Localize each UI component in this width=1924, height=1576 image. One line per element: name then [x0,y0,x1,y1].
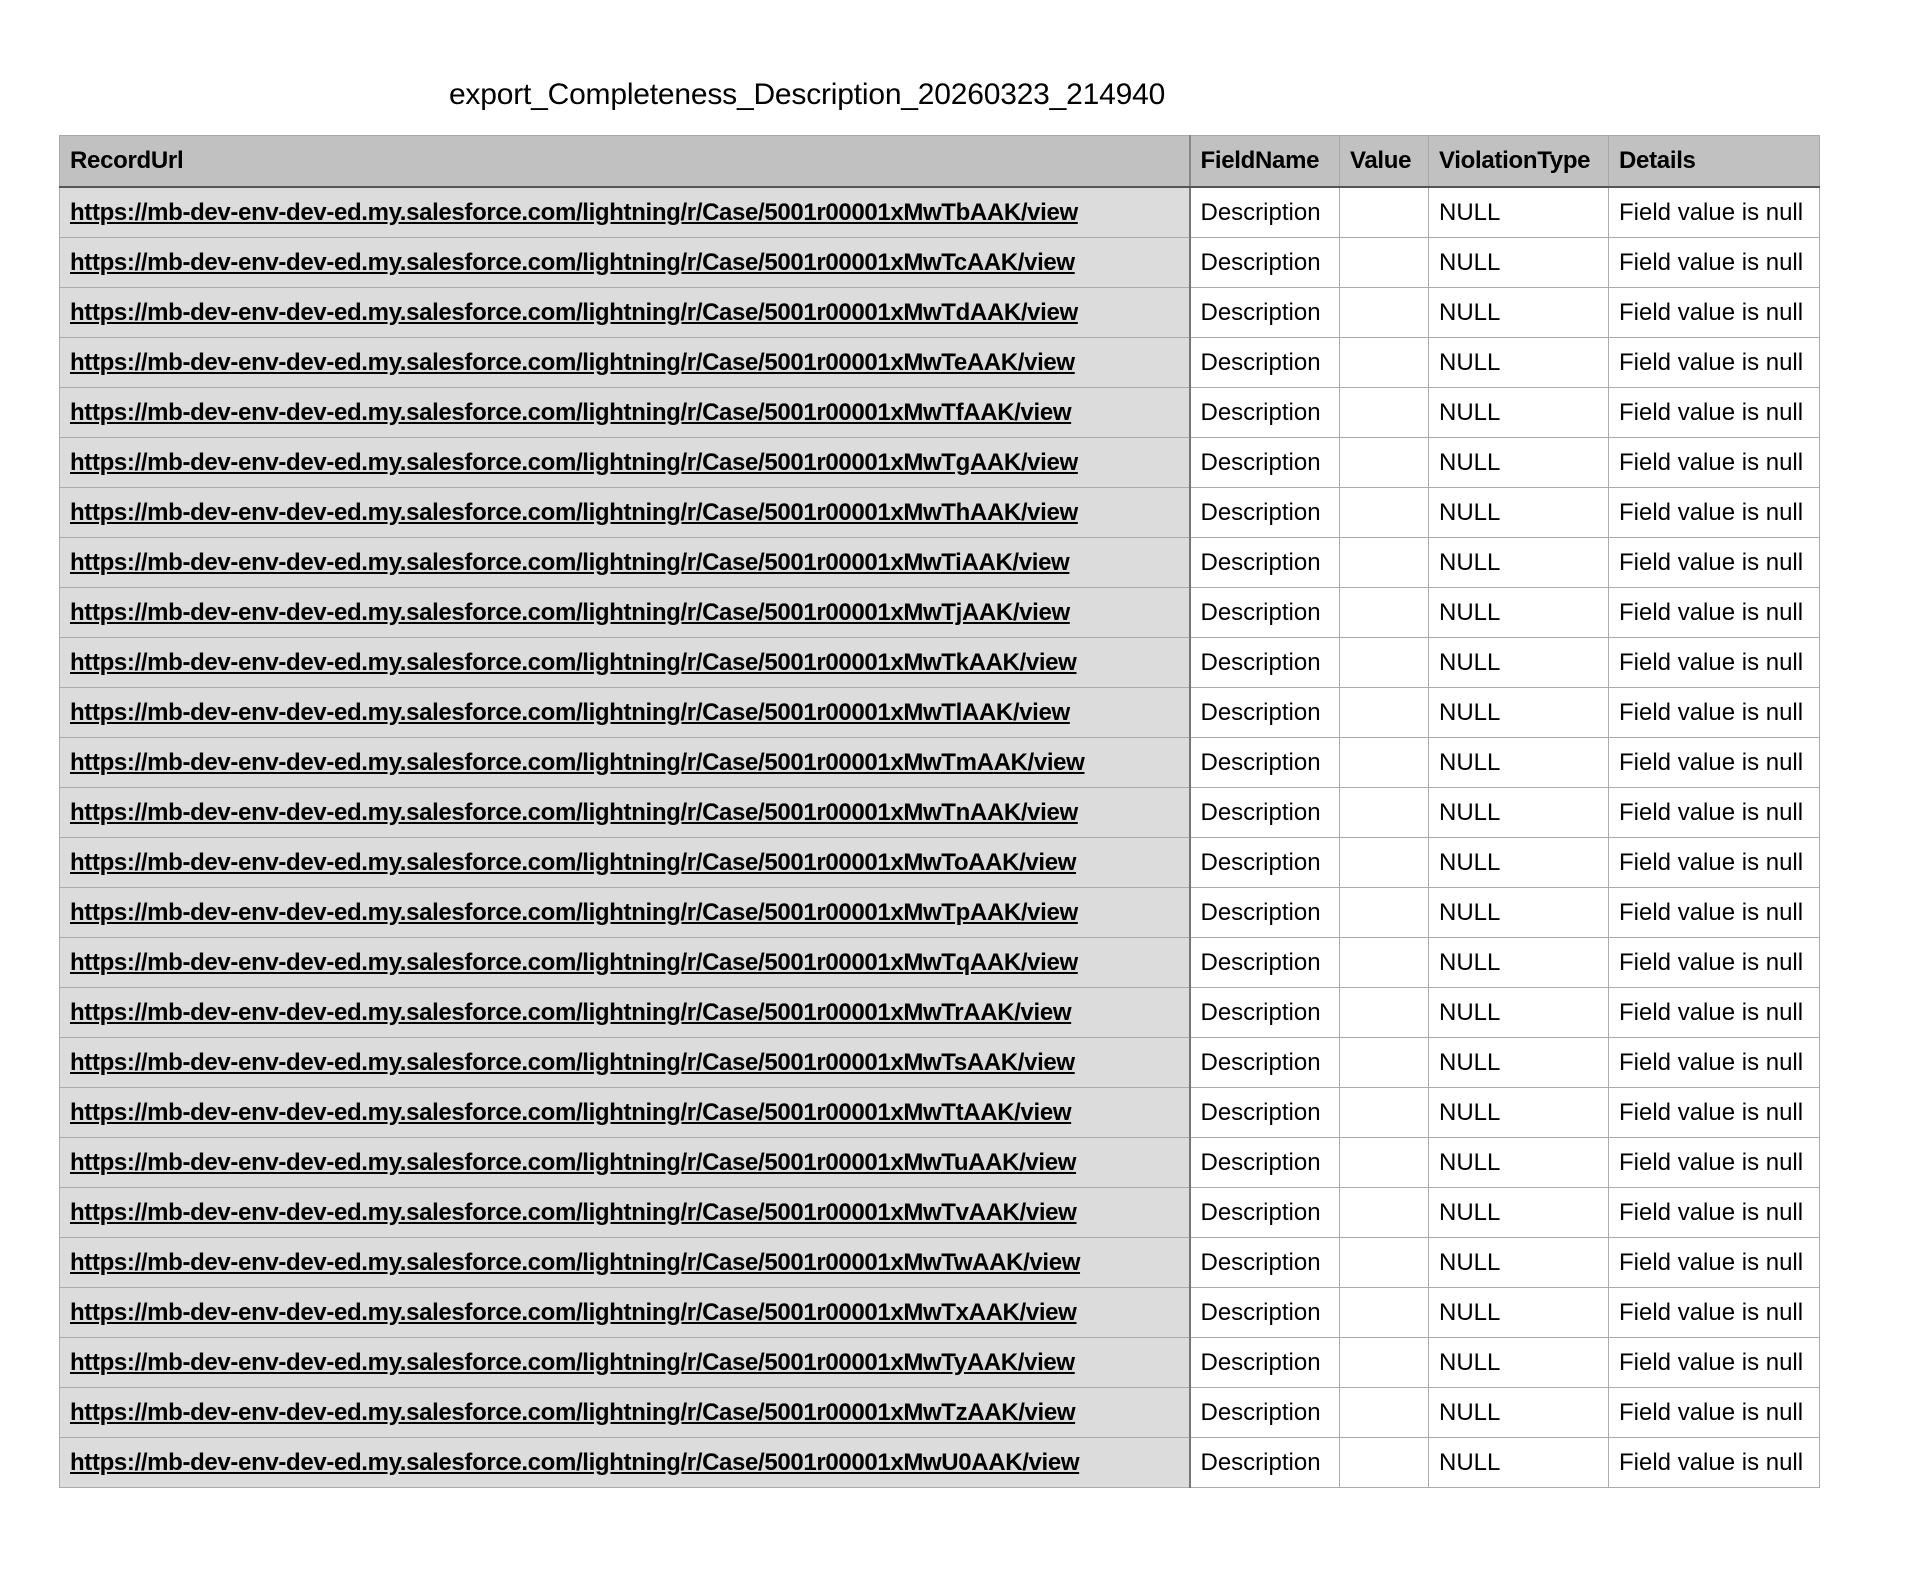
table-row [60,838,1820,888]
violation-type-cell: NULL [1429,1338,1609,1388]
field-name-cell: Description [1190,938,1340,988]
violation-type-cell: NULL [1429,538,1609,588]
record-url-link[interactable]: https://mb-dev-env-dev-ed.my.salesforce.com/lightning/r/Case/5001r00001xMwTuAAK/view [70,1148,1077,1176]
record-url-link[interactable]: https://mb-dev-env-dev-ed.my.salesforce.com/lightning/r/Case/5001r00001xMwTsAAK/view [70,1048,1075,1076]
value-cell [1340,438,1429,488]
violation-type-cell: NULL [1429,1038,1609,1088]
violation-type-cell: NULL [1429,1188,1609,1238]
violation-type-cell: NULL [1429,1238,1609,1288]
table-row [60,988,1820,1038]
table-row [60,1438,1820,1488]
details-cell: Field value is null [1609,1288,1820,1338]
record-url-cell [60,738,1190,788]
record-url-cell [60,788,1190,838]
field-name-cell: Description [1190,238,1340,288]
record-url-cell [60,1238,1190,1288]
table-row [60,1088,1820,1138]
details-cell: Field value is null [1609,1188,1820,1238]
table-row [60,1338,1820,1388]
record-url-link[interactable]: https://mb-dev-env-dev-ed.my.salesforce.com/lightning/r/Case/5001r00001xMwTmAAK/view [70,748,1085,776]
field-name-cell: Description [1190,288,1340,338]
record-url-cell [60,588,1190,638]
record-url-cell [60,1338,1190,1388]
table-row [60,288,1820,338]
record-url-cell [60,888,1190,938]
table-row [60,688,1820,738]
record-url-cell [60,688,1190,738]
violation-type-cell: NULL [1429,638,1609,688]
field-name-cell: Description [1190,788,1340,838]
details-cell: Field value is null [1609,338,1820,388]
header-row [60,136,1820,188]
field-name-cell: Description [1190,838,1340,888]
record-url-cell [60,1288,1190,1338]
field-name-cell: Description [1190,588,1340,638]
record-url-cell [60,938,1190,988]
record-url-cell [60,988,1190,1038]
table-row [60,938,1820,988]
value-cell [1340,187,1429,238]
value-cell [1340,738,1429,788]
value-cell [1340,388,1429,438]
value-cell [1340,1188,1429,1238]
field-name-cell: Description [1190,1288,1340,1338]
details-cell: Field value is null [1609,588,1820,638]
details-cell: Field value is null [1609,288,1820,338]
field-name-cell: Description [1190,1188,1340,1238]
field-name-cell: Description [1190,888,1340,938]
value-cell [1340,1138,1429,1188]
record-url-link[interactable]: https://mb-dev-env-dev-ed.my.salesforce.com/lightning/r/Case/5001r00001xMwTbAAK/view [70,198,1078,226]
violation-type-cell: NULL [1429,738,1609,788]
table-row [60,1388,1820,1438]
violation-type-cell: NULL [1429,788,1609,838]
field-name-cell: Description [1190,1038,1340,1088]
value-cell [1340,588,1429,638]
table-row [60,438,1820,488]
details-cell: Field value is null [1609,888,1820,938]
details-cell: Field value is null [1609,988,1820,1038]
value-cell [1340,638,1429,688]
value-cell [1340,338,1429,388]
value-cell [1340,688,1429,738]
record-url-link[interactable]: https://mb-dev-env-dev-ed.my.salesforce.com/lightning/r/Case/5001r00001xMwTzAAK/view [70,1398,1076,1426]
violation-type-cell: NULL [1429,938,1609,988]
header-record-url: RecordUrl [60,136,1190,188]
details-cell: Field value is null [1609,938,1820,988]
field-name-cell: Description [1190,187,1340,238]
details-cell: Field value is null [1609,1138,1820,1188]
violation-type-cell: NULL [1429,1388,1609,1438]
field-name-cell: Description [1190,1388,1340,1438]
record-url-cell [60,388,1190,438]
sheet-title: export_Completeness_Description_20260323_214940 [448,78,1166,111]
violation-type-cell: NULL [1429,388,1609,438]
record-url-link[interactable]: https://mb-dev-env-dev-ed.my.salesforce.com/lightning/r/Case/5001r00001xMwTgAAK/view [70,448,1078,476]
field-name-cell: Description [1190,438,1340,488]
field-name-cell: Description [1190,1438,1340,1488]
record-url-cell [60,488,1190,538]
details-cell: Field value is null [1609,488,1820,538]
details-cell: Field value is null [1609,638,1820,688]
record-url-link[interactable]: https://mb-dev-env-dev-ed.my.salesforce.com/lightning/r/Case/5001r00001xMwTjAAK/view [70,598,1070,626]
value-cell [1340,888,1429,938]
record-url-cell [60,1388,1190,1438]
record-url-link[interactable]: https://mb-dev-env-dev-ed.my.salesforce.com/lightning/r/Case/5001r00001xMwToAAK/view [70,848,1077,876]
violation-type-cell: NULL [1429,1288,1609,1338]
record-url-link[interactable]: https://mb-dev-env-dev-ed.my.salesforce.com/lightning/r/Case/5001r00001xMwTkAAK/view [70,648,1077,676]
record-url-cell [60,438,1190,488]
violation-type-cell: NULL [1429,1088,1609,1138]
value-cell [1340,538,1429,588]
value-cell [1340,1288,1429,1338]
violation-type-cell: NULL [1429,288,1609,338]
details-cell: Field value is null [1609,1438,1820,1488]
details-cell: Field value is null [1609,1388,1820,1438]
violation-type-cell: NULL [1429,187,1609,238]
record-url-cell [60,838,1190,888]
value-cell [1340,1388,1429,1438]
record-url-cell [60,338,1190,388]
value-cell [1340,288,1429,338]
violation-type-cell: NULL [1429,688,1609,738]
violation-type-cell: NULL [1429,438,1609,488]
record-url-link[interactable]: https://mb-dev-env-dev-ed.my.salesforce.com/lightning/r/Case/5001r00001xMwTfAAK/view [70,398,1072,426]
table-row [60,238,1820,288]
details-cell: Field value is null [1609,438,1820,488]
header-field-name: FieldName [1190,136,1340,188]
table-row [60,1288,1820,1338]
field-name-cell: Description [1190,988,1340,1038]
table-row [60,338,1820,388]
value-cell [1340,1338,1429,1388]
record-url-link[interactable]: https://mb-dev-env-dev-ed.my.salesforce.com/lightning/r/Case/5001r00001xMwTlAAK/view [70,698,1070,726]
details-cell: Field value is null [1609,388,1820,438]
value-cell [1340,788,1429,838]
details-cell: Field value is null [1609,788,1820,838]
table-row [60,538,1820,588]
value-cell [1340,988,1429,1038]
value-cell [1340,1238,1429,1288]
record-url-link[interactable]: https://mb-dev-env-dev-ed.my.salesforce.com/lightning/r/Case/5001r00001xMwTcAAK/view [70,248,1075,276]
record-url-cell [60,638,1190,688]
field-name-cell: Description [1190,538,1340,588]
field-name-cell: Description [1190,488,1340,538]
violation-type-cell: NULL [1429,238,1609,288]
field-name-cell: Description [1190,738,1340,788]
value-cell [1340,238,1429,288]
details-cell: Field value is null [1609,1038,1820,1088]
header-value: Value [1340,136,1429,188]
field-name-cell: Description [1190,638,1340,688]
violation-type-cell: NULL [1429,1438,1609,1488]
record-url-link[interactable]: https://mb-dev-env-dev-ed.my.salesforce.com/lightning/r/Case/5001r00001xMwTxAAK/view [70,1298,1077,1326]
field-name-cell: Description [1190,1088,1340,1138]
details-cell: Field value is null [1609,538,1820,588]
export-table [59,135,1820,1488]
details-cell: Field value is null [1609,238,1820,288]
table-row [60,1138,1820,1188]
table-row [60,588,1820,638]
record-url-link[interactable]: https://mb-dev-env-dev-ed.my.salesforce.com/lightning/r/Case/5001r00001xMwTeAAK/view [70,348,1075,376]
field-name-cell: Description [1190,1338,1340,1388]
table-row [60,1038,1820,1088]
table-row [60,1238,1820,1288]
field-name-cell: Description [1190,388,1340,438]
field-name-cell: Description [1190,1238,1340,1288]
table-row [60,488,1820,538]
details-cell: Field value is null [1609,838,1820,888]
record-url-cell [60,238,1190,288]
record-url-link[interactable]: https://mb-dev-env-dev-ed.my.salesforce.com/lightning/r/Case/5001r00001xMwTdAAK/view [70,298,1078,326]
record-url-cell [60,1038,1190,1088]
record-url-link[interactable]: https://mb-dev-env-dev-ed.my.salesforce.com/lightning/r/Case/5001r00001xMwTtAAK/view [70,1098,1072,1126]
violation-type-cell: NULL [1429,1138,1609,1188]
record-url-cell [60,1138,1190,1188]
details-cell: Field value is null [1609,1088,1820,1138]
value-cell [1340,1038,1429,1088]
table-row [60,388,1820,438]
record-url-link[interactable]: https://mb-dev-env-dev-ed.my.salesforce.com/lightning/r/Case/5001r00001xMwThAAK/view [70,498,1078,526]
field-name-cell: Description [1190,688,1340,738]
record-url-link[interactable]: https://mb-dev-env-dev-ed.my.salesforce.com/lightning/r/Case/5001r00001xMwU0AAK/view [70,1448,1080,1476]
record-url-cell [60,187,1190,238]
table-row [60,1188,1820,1238]
violation-type-cell: NULL [1429,888,1609,938]
details-cell: Field value is null [1609,1238,1820,1288]
record-url-link[interactable]: https://mb-dev-env-dev-ed.my.salesforce.com/lightning/r/Case/5001r00001xMwTnAAK/view [70,798,1078,826]
table-row [60,788,1820,838]
field-name-cell: Description [1190,338,1340,388]
record-url-link[interactable]: https://mb-dev-env-dev-ed.my.salesforce.com/lightning/r/Case/5001r00001xMwTvAAK/view [70,1198,1077,1226]
value-cell [1340,838,1429,888]
details-cell: Field value is null [1609,1338,1820,1388]
record-url-link[interactable]: https://mb-dev-env-dev-ed.my.salesforce.com/lightning/r/Case/5001r00001xMwTwAAK/view [70,1248,1081,1276]
record-url-cell [60,1188,1190,1238]
value-cell [1340,488,1429,538]
violation-type-cell: NULL [1429,838,1609,888]
table-row [60,888,1820,938]
violation-type-cell: NULL [1429,488,1609,538]
record-url-link[interactable]: https://mb-dev-env-dev-ed.my.salesforce.com/lightning/r/Case/5001r00001xMwTpAAK/view [70,898,1078,926]
violation-type-cell: NULL [1429,338,1609,388]
details-cell: Field value is null [1609,738,1820,788]
table-row [60,187,1820,238]
record-url-link[interactable]: https://mb-dev-env-dev-ed.my.salesforce.com/lightning/r/Case/5001r00001xMwTyAAK/view [70,1348,1075,1376]
table-row [60,738,1820,788]
record-url-link[interactable]: https://mb-dev-env-dev-ed.my.salesforce.com/lightning/r/Case/5001r00001xMwTrAAK/view [70,998,1072,1026]
header-details: Details [1609,136,1820,188]
value-cell [1340,938,1429,988]
record-url-cell [60,1088,1190,1138]
record-url-link[interactable]: https://mb-dev-env-dev-ed.my.salesforce.com/lightning/r/Case/5001r00001xMwTqAAK/view [70,948,1078,976]
violation-type-cell: NULL [1429,988,1609,1038]
record-url-cell [60,288,1190,338]
details-cell: Field value is null [1609,688,1820,738]
table-row [60,638,1820,688]
header-violation-type: ViolationType [1429,136,1609,188]
field-name-cell: Description [1190,1138,1340,1188]
record-url-link[interactable]: https://mb-dev-env-dev-ed.my.salesforce.com/lightning/r/Case/5001r00001xMwTiAAK/view [70,548,1070,576]
record-url-cell [60,538,1190,588]
details-cell: Field value is null [1609,187,1820,238]
value-cell [1340,1088,1429,1138]
value-cell [1340,1438,1429,1488]
violation-type-cell: NULL [1429,588,1609,638]
record-url-cell [60,1438,1190,1488]
